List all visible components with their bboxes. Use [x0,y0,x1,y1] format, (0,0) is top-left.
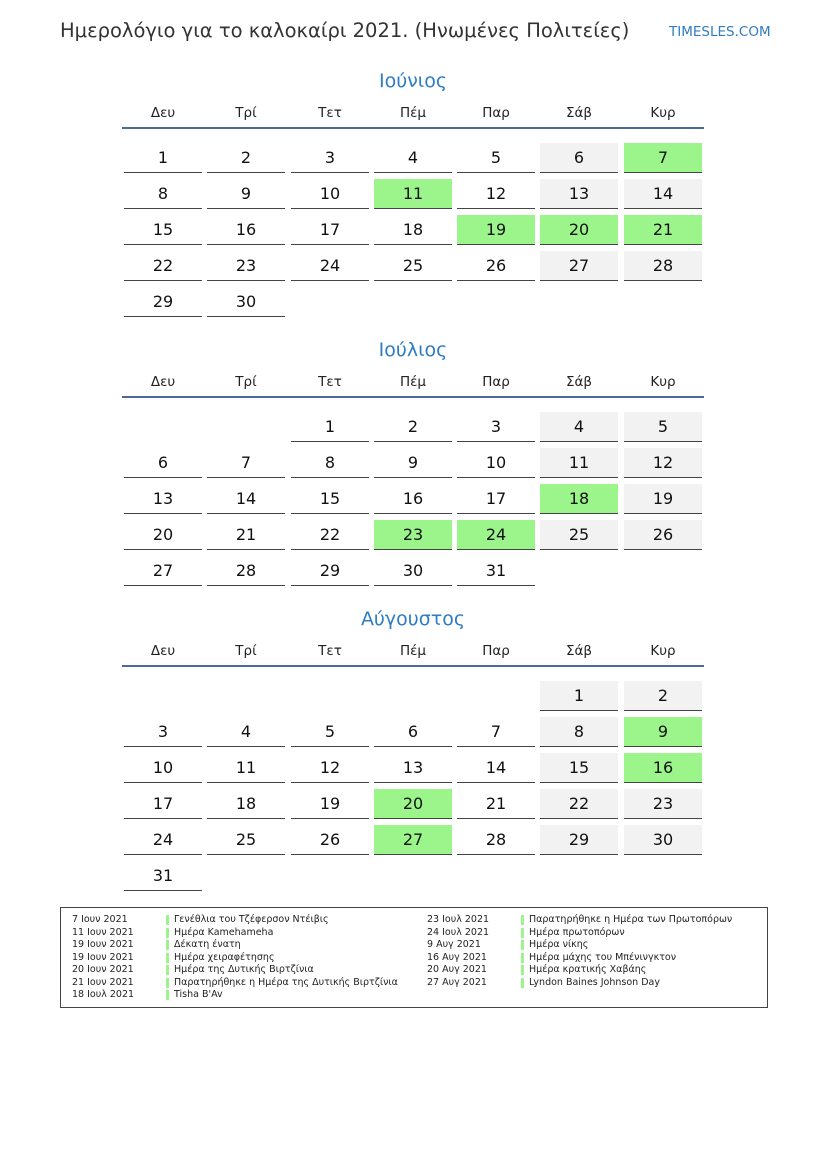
holiday-day-cell: 16 [624,753,702,783]
holiday-marker [521,953,524,963]
day-cell: 29 [540,825,618,855]
day-cell: 25 [207,825,285,855]
day-cell: 1 [124,143,202,173]
day-cell: 11 [540,448,618,478]
day-cell: 8 [540,717,618,747]
weekday-label: Παρ [482,643,510,659]
holiday-marker [166,928,169,938]
weekday-label: Σάβ [565,643,593,659]
month-block [122,70,704,330]
day-cell: 24 [291,251,369,281]
legend-date: 20 Αυγ 2021 [427,964,487,975]
site-link[interactable]: TIMESLES.COM [669,24,771,40]
day-cell: 25 [374,251,452,281]
weekday-label: Τετ [318,643,342,659]
day-cell: 7 [207,448,285,478]
day-cell: 31 [457,556,535,586]
month-block [122,339,704,599]
holiday-marker [166,978,169,988]
holiday-marker [166,965,169,975]
day-cell: 12 [291,753,369,783]
day-cell: 21 [457,789,535,819]
holiday-marker [166,940,169,950]
holiday-day-cell: 19 [457,215,535,245]
legend-holiday-name: Ημέρα κρατικής Χαβάης [529,964,647,975]
day-cell: 23 [624,789,702,819]
weekday-label: Σάβ [565,374,593,390]
month-title: Αύγουστος [360,608,466,630]
day-cell: 24 [124,825,202,855]
day-cell: 15 [291,484,369,514]
day-cell: 6 [124,448,202,478]
holiday-marker [521,940,524,950]
weekday-label: Δευ [150,643,176,659]
legend-date: 19 Ιουν 2021 [72,951,134,963]
day-cell: 1 [540,681,618,711]
legend-holiday-name: Ημέρα νίκης [529,939,589,950]
day-cell: 23 [207,251,285,281]
day-cell: 26 [457,251,535,281]
weekday-header [122,103,704,129]
day-cell: 18 [374,215,452,245]
legend-holiday-name: Παρατηρήθηκε η Ημέρα των Πρωτοπόρων [529,914,733,925]
month-block [122,608,704,885]
day-cell: 31 [124,861,202,891]
legend-date: 19 Ιουν 2021 [72,939,134,950]
weekday-label: Τρί [235,643,257,659]
legend-date: 27 Αυγ 2021 [427,976,487,988]
day-cell: 9 [374,448,452,478]
day-cell: 3 [457,412,535,442]
holiday-day-cell: 18 [540,484,618,514]
day-cell: 19 [624,484,702,514]
weekday-label: Πέμ [399,105,427,121]
day-cell: 14 [207,484,285,514]
legend-date: 11 Ιουν 2021 [72,926,134,938]
weekday-label: Κυρ [650,105,676,121]
day-cell: 12 [624,448,702,478]
holiday-day-cell: 11 [374,179,452,209]
day-cell: 29 [291,556,369,586]
day-cell: 13 [374,753,452,783]
day-cell: 4 [374,143,452,173]
day-cell: 25 [540,520,618,550]
day-cell: 5 [457,143,535,173]
day-cell: 10 [124,753,202,783]
legend-date: 18 Ιουλ 2021 [72,989,135,1000]
holiday-day-cell: 23 [374,520,452,550]
day-cell: 27 [124,556,202,586]
legend-holiday-name: Δέκατη ένατη [174,939,241,950]
day-cell: 16 [207,215,285,245]
day-cell: 3 [291,143,369,173]
day-cell: 15 [124,215,202,245]
holiday-day-cell: 20 [374,789,452,819]
legend-date: 23 Ιουλ 2021 [427,914,490,925]
holiday-marker [166,990,169,1000]
day-cell: 28 [624,251,702,281]
day-cell: 14 [624,179,702,209]
holiday-day-cell: 7 [624,143,702,173]
day-cell: 13 [124,484,202,514]
day-cell: 2 [374,412,452,442]
legend-date: 9 Αυγ 2021 [427,939,481,950]
holiday-day-cell: 21 [624,215,702,245]
holiday-day-cell: 27 [374,825,452,855]
day-cell: 6 [540,143,618,173]
day-cell: 4 [540,412,618,442]
day-cell: 30 [624,825,702,855]
legend-date: 24 Ιουλ 2021 [427,926,490,938]
weekday-label: Δευ [150,105,176,121]
day-cell: 12 [457,179,535,209]
weekday-label: Παρ [482,105,510,121]
legend-holiday-name: Γενέθλια του Τζέφερσον Ντέιβις [174,914,329,925]
day-cell: 22 [124,251,202,281]
month-title: Ιούνιος [378,70,448,92]
holiday-marker [166,953,169,963]
legend-holiday-name: Lyndon Baines Johnson Day [529,976,660,988]
page-title: Ημερολόγιο για το καλοκαίρι 2021. (Ηνωμένες Πολιτείες) [60,19,630,42]
holiday-marker [166,915,169,925]
day-cell: 13 [540,179,618,209]
day-cell: 28 [457,825,535,855]
holiday-day-cell: 20 [540,215,618,245]
holiday-day-cell: 9 [624,717,702,747]
weekday-label: Τρί [235,374,257,390]
holiday-marker [521,978,524,988]
holiday-legend [60,907,768,1008]
day-cell: 27 [540,251,618,281]
legend-holiday-name: Ημέρα πρωτοπόρων [529,926,625,938]
day-cell: 17 [124,789,202,819]
weekday-header [122,372,704,398]
legend-holiday-name: Ημέρα Kamehameha [174,926,274,938]
day-cell: 2 [207,143,285,173]
day-cell: 10 [291,179,369,209]
day-cell: 9 [207,179,285,209]
day-cell: 28 [207,556,285,586]
weekday-header [122,641,704,667]
weekday-label: Κυρ [650,643,676,659]
day-cell: 21 [207,520,285,550]
day-cell: 17 [457,484,535,514]
holiday-marker [521,928,524,938]
day-cell: 11 [207,753,285,783]
day-cell: 7 [457,717,535,747]
weekday-label: Σάβ [565,105,593,121]
day-cell: 8 [124,179,202,209]
weekday-label: Πέμ [399,643,427,659]
day-cell: 6 [374,717,452,747]
holiday-day-cell: 24 [457,520,535,550]
holiday-marker [521,915,524,925]
day-cell: 22 [291,520,369,550]
day-cell: 30 [374,556,452,586]
day-cell: 30 [207,287,285,317]
day-cell: 22 [540,789,618,819]
day-cell: 14 [457,753,535,783]
day-cell: 17 [291,215,369,245]
legend-holiday-name: Ημέρα της Δυτικής Βιρτζίνια [174,964,314,975]
weekday-label: Τετ [318,374,342,390]
day-cell: 3 [124,717,202,747]
weekday-label: Κυρ [650,374,676,390]
day-cell: 1 [291,412,369,442]
weekday-label: Δευ [150,374,176,390]
legend-date: 20 Ιουν 2021 [72,964,134,975]
legend-date: 21 Ιουν 2021 [72,976,134,988]
day-cell: 26 [624,520,702,550]
day-cell: 2 [624,681,702,711]
month-title: Ιούλιος [378,339,448,361]
day-cell: 29 [124,287,202,317]
legend-date: 7 Ιουν 2021 [72,914,128,925]
legend-holiday-name: Ημέρα μάχης του Μπένινγκτον [529,951,677,963]
legend-holiday-name: Παρατηρήθηκε η Ημέρα της Δυτικής Βιρτζίνια [174,976,398,988]
day-cell: 15 [540,753,618,783]
day-cell: 10 [457,448,535,478]
weekday-label: Πέμ [399,374,427,390]
holiday-marker [521,965,524,975]
legend-date: 16 Αυγ 2021 [427,951,487,963]
legend-holiday-name: Tisha B'Av [174,989,223,1000]
day-cell: 26 [291,825,369,855]
day-cell: 19 [291,789,369,819]
day-cell: 20 [124,520,202,550]
day-cell: 18 [207,789,285,819]
day-cell: 8 [291,448,369,478]
legend-holiday-name: Ημέρα χειραφέτησης [174,951,275,963]
weekday-label: Παρ [482,374,510,390]
weekday-label: Τρί [235,105,257,121]
day-cell: 16 [374,484,452,514]
weekday-label: Τετ [318,105,342,121]
day-cell: 5 [624,412,702,442]
day-cell: 4 [207,717,285,747]
day-cell: 5 [291,717,369,747]
